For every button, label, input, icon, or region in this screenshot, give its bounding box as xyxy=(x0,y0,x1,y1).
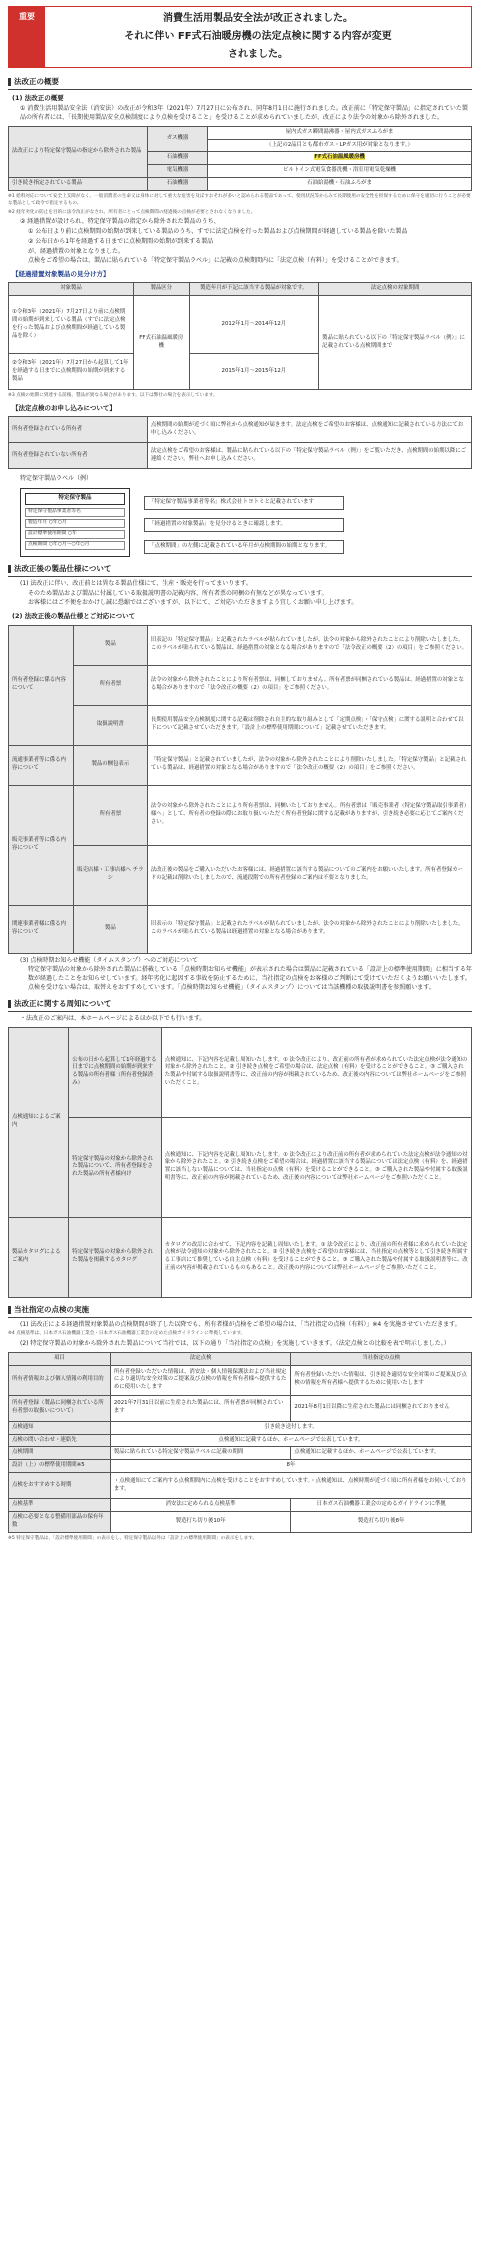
paragraph: お客様にはご不便をおかけし誠に恐縮ではございますが、以下にて、ご対応いただきますよう宜しくお願い申し上げます。 xyxy=(28,599,358,607)
footnote: ※4 点検基準は、日本ガス石油機器工業会・日本ガス石油機器工業会の定めた点検ガイドラインに準拠しています。 xyxy=(8,1331,246,1337)
paragraph: (2) 特定保守製品の対象から除外された製品について当社では、以下の通り「当社指定の点検」を実施していきます。（法定点検との比較を表で明示しました。） xyxy=(20,1340,450,1348)
subsection-title: 【法定点検のお申し込みについて】 xyxy=(12,404,116,413)
paragraph: ② 公布日から1年を経過する日までに点検期間の始期が到来する製品 xyxy=(28,237,214,245)
subsection-title: (1) 法改正の概要 xyxy=(12,93,64,102)
table-row: 所有者登録されていない所有者 法定点検をご希望のお客様は、製品に貼られている以下の「特定保守製品ラベル（例）」をご覧いただき、点検期間の始期以降にご連絡ください。弊社へお申し込みください。 xyxy=(9,443,472,469)
spec-changes-table xyxy=(8,625,472,954)
table-row: 法改正により特定保守製品の指定から除外された製品 ガス機器 屋内式ガス瞬間湯沸器・屋内式ガスふろがま xyxy=(9,126,472,139)
table-row: 点検をおすすめする時期 ・点検通知にてご案内する点検期間内に点検を受けることをおすすめしています。・点検通知は、点検時期が近づく頃に所有者様をお伺いしております。 xyxy=(9,1473,472,1499)
footnote: ※1 給料対応について安全上支障がなく、一般消費者の生命又は身体に対して重大な危害を及ぼすおそれが多いと認められる製品であって、使用状況等からみて長期使用の安全性を担保するために保守を適切に行うことが必要な製品として政令で指定するもの。 xyxy=(8,193,471,206)
paragraph: (1) 法改正による経過措置対象製品の点検期間が終了した以降でも、所有者様が点検をご希望の場合は、「当社指定の点検（有料）」※4 を実施させていただきます。 xyxy=(20,1320,461,1328)
excluded-products-table xyxy=(8,126,472,191)
paragraph: ・法改正のご案内は、本ホームページによるほか以下でも行います。 xyxy=(20,1015,206,1023)
notice-header xyxy=(8,6,472,68)
table-row: 販売事業者等に係る内容について 所有者票 法令の対象から除外されたことにより所有者票は、同梱いたしておりません。所有者票は「販売事業者（特定保守製品取引事業者）様へ」として、所有者の登録の際にお取り扱いいただく所有者登録に関する記載がありますが、引き続き必要に応じてご案内ください。 xyxy=(9,785,472,845)
notice-title: 消費生活用製品安全法が改正されました。 それに伴い FF式石油暖房機の法定点検に関する内容が変更 されました。 xyxy=(124,13,392,60)
table-row: 所有者登録（製品に同梱されている所有者票の取扱いについて） 2021年7月31日以前に生産された製品には、所有者票が同梱されています 2021年8月1日以降に生産された製品には同梱されておりません xyxy=(9,1395,472,1421)
product-label-image: 特定保守製品 特定保守製品事業者等名 製造年月 ○年○月 設計標準使用期間 ○年 点検期間 ○年○月〜○年○月 xyxy=(20,488,130,557)
notice-methods-table xyxy=(8,1027,472,1298)
table-row: 点検通知 引き続き送付します。 xyxy=(9,1421,472,1434)
table-row: 点検基準 消安法に定められる点検基準 日本ガス石油機器工業会の定めるガイドラインに準拠 xyxy=(9,1499,472,1512)
table-row: ②令和3年（2021年）7月27日から起算して1年を経過する日までに点検期間の始期が到来する製品 2015年1月〜2015年12月 xyxy=(9,354,472,390)
section-notice-heading: 法改正に関する周知について xyxy=(8,998,472,1012)
subsection-title: 【経過措置対象製品の見分け方】 xyxy=(12,269,110,278)
label-caption: 特定保守製品ラベル（例） xyxy=(20,475,93,483)
transitional-products-table xyxy=(8,282,472,390)
table-row: 点検の問い合わせ・連絡先 点検通知に記載するほか、ホームページで公表しています。 xyxy=(9,1434,472,1447)
callout: 「経過措置の対象製品」を見分けるときに確認します。 xyxy=(144,518,344,532)
highlighted-product: FF式石油温風暖房機 xyxy=(314,154,365,161)
table-row: 流通事業者等に係る内容について 製品の梱包表示 「特定保守製品」と記載されていましたが、法令の対象から除外されたことにより削除いたしました。「特定保守製品」と記載されている製品は、経過措置の対象となる場合がありますので「法令改正の概要（2）の項目」をご参照ください。 xyxy=(9,745,472,785)
table-row: 取扱説明書 長期使用製品安全点検制度に関する記載は削除され自主的な取り組みとして「定期点検」・「保守点検」に関する説明と合わせて以下について記載させていただきます。「設計上の標準使用期間について」記載させていただきます。 xyxy=(9,705,472,745)
inspection-comparison-table xyxy=(8,1352,472,1533)
footnote: ※3 点検の始期に到達する前後、製品が異なる場合があります。以下は弊社の場合を表示しています。 xyxy=(8,393,218,399)
table-row: （上記の2品目とも都市ガス・LPガス用が対象となります。） xyxy=(9,139,472,152)
paragraph: ① 公布日より前に点検期間の始期が到来している製品のうち、すでに法定点検を行った製品および点検期間が経過している製品を除いた製品 xyxy=(28,228,408,236)
table-row: 点検通知によるご案内 公布の日から起算して1年経過する日までに点検期間の始期が到来する製品の所有者様（所有者登録済み） 点検通知に、下記内容を記載し周知いたします。① 法令改正により、改正前の所有者が求められていた法定点検が法令通知の対象から除外されたこと。② 引き続き点検をご希望の場合は、法定点検（有料）を受けることができること。③ ご購入された製品や付属する取扱説明書等に、改正前の内容が掲載されているため、改正後の内容については弊社ホームページをご参照いただくこと。 xyxy=(9,1027,472,1117)
table-row: 販売店様・工事店様へ チラシ 法改正後の製品をご購入いただいたお客様には、経過措置に該当する製品についてのご案内をお願いいたします。所有者登録カードの記載は削除いたしましたので、流通段階での所有者登録のご案内は不要となりました。 xyxy=(9,845,472,905)
section-inspection-heading: 当社指定の点検の実施 xyxy=(8,1304,472,1318)
callout: 「特定保守製品事業者等名」株式会社トヨトミと記載されています xyxy=(144,496,344,510)
paragraph: ① 消費生活用製品安全法（消安法）の改正が令和3年（2021年）7月27日に公布され、同年8月1日に施行されました。改正前に「特定保守製品」に指定されていた製品の所有者には、「長期使用製品安全点検制度により点検を受けること」を受けることが求められていましたが、改正により法令の対象から除外されました。 xyxy=(20,105,468,121)
table-row: 引き続き指定されている製品 石油機器 石油給湯機・石油ふろがま xyxy=(9,177,472,190)
paragraph: (1) 法改正に伴い、改正前とは異なる製品仕様にて、生産・販売を行ってまいります。 xyxy=(20,580,252,588)
table-row: 所有者登録されている所有者 点検期間の始期が近づく頃に弊社から点検通知が届きます。法定点検をご希望のお客様は、点検通知に記載されている方法にてお申し込みください。 xyxy=(9,417,472,443)
table-header-row: 項目 法定点検 当社指定の点検 xyxy=(9,1352,472,1365)
section-specs-heading: 法改正後の製品仕様について xyxy=(8,563,472,577)
table-header-row: 対象製品 製品区分 製造年月が下記に該当する製品が対象です。 法定点検の対象期間 xyxy=(9,283,472,296)
important-badge: 重要 xyxy=(9,7,45,67)
paragraph: 特定保守製品の対象から除外された製品に搭載している「点検時期お知らせ機能」が表示された場合は製品に記載されている「設計上の標準使用期間」に相当する年数が経過したことをお知らせしています。経年劣化に起因する事故を防止するために、当社指定の点検をお客様のご判断にて受けていただくようお願いいたします。点検を受けない場合は、取替えをおすすめしています。「点検時期お知らせ機能」（タイムスタンプ）については当該機種の取扱説明書を参照願います。 xyxy=(28,966,472,991)
paragraph: そのため製品および製品に付属している取扱説明書の記載内容、所有者票の同梱の有無などが異なっています。 xyxy=(28,589,328,597)
label-callouts xyxy=(144,488,344,557)
table-row: 電気機器 ビルトイン式電気食器洗機・浴室用電気乾燥機 xyxy=(9,165,472,178)
paragraph: が、経過措置の対象となりました。 xyxy=(28,247,125,255)
paragraph: 点検をご希望の場合は、製品に貼られている「特定保守製品ラベル」に記載の点検期間内に「法定点検（有料）」を受けることができます。 xyxy=(28,257,403,265)
callout: 「点検期間」の左側に記載されている年月が点検期間の始期となります。 xyxy=(144,540,344,554)
subsection-title: (2) 法改正後の製品仕様とご対応について xyxy=(12,612,136,621)
table-row: 設計（上）の標準使用期間※5 8年 xyxy=(9,1460,472,1473)
table-row: 所有者票 法令の対象から除外されたことにより所有者票は、同梱しておりません。所有者票が同梱されている製品は、経過措置の対象となる場合がありますので「法令改正の概要（2）の項目」をご参照ください。 xyxy=(9,665,472,705)
table-row: 所有者登録に係る内容について 製品 旧表記の「特定保守製品」と記載されたラベルが貼られていましたが、法令の対象から除外されたことにより削除いたしました。このラベルが貼られている製品は、経過措置の対象となる場合がありますので「法令改正の概要（2）の項目」をご参照ください。 xyxy=(9,625,472,665)
application-table xyxy=(8,416,472,469)
table-row: ①令和3年（2021年）7月27日より前に点検期間の始期が到来している製品（すでに法定点検を行った製品および点検期間が経過している製品を除く） FF式石油温風暖房機 2012年1月〜2014年12月 製品に貼られている以下の「特定保守製品ラベル（例）」に記載されている点検期間まで xyxy=(9,296,472,354)
table-row: 関連事業者様に係る内容について 製品 旧表示の「特定保守製品」と記載されたラベルが貼られていましたが、法令の対象から除外されたことにより削除いたしました。このラベルが貼られている製品は経過措置の対象となる場合があります。 xyxy=(9,905,472,953)
table-row: 特定保守製品の対象から除外された製品について、所有者登録をされた製品の所有者様向け 点検通知に、下記内容を記載し周知いたします。① 法令改正により改正前の所有者が求められていた法定点検が法令通知の対象から除外されたこと。② 引き続き点検をご希望の場合は、経過措置に該当する製品については法定点検（有料）を、経過措置に該当しない製品については、当社指定の点検（有料）を受けることができること。③ ご購入された製品や付属する取扱説明書等に、改正前の内容が掲載されているため、改正後の内容については弊社ホームページをご参照いただくこと。 xyxy=(9,1117,472,1217)
table-row: 製品カタログによるご案内 特定保守製品の対象から除外された製品を掲載するカタログ カタログの改訂に合わせて、下記内容を記載し周知いたします。① 法令改正により、改正前の所有者様に求められていた法定点検が法令通知の対象から除外されたこと。② 引き続き点検をご希望のお客様には、当社指定の点検等として引き続き所属する工事店にて推奨している自主点検（有料）を受けることができること。③ ご購入された製品や付属する取扱説明書等に、改正前の内容が掲載されているものもあること。改正後の内容については弊社ホームページをご参照いただくこと。 xyxy=(9,1217,472,1297)
footnote: ※2 経年劣化の防止を目的に法令改正がなされ、所有者にとって点検期間の経過後の点検が必要とされなくなりました。 xyxy=(8,209,256,215)
section-overview-heading: 法改正の概要 xyxy=(8,76,472,90)
table-row: 点検に必要となる整備用部品の保有年数 製造打ち切り後10年 製造打ち切り後8年 xyxy=(9,1511,472,1532)
table-row: 所有者情報および個人情報の利用目的 所有者登録いただいた情報は、消安法・個人情報保護法および当社規定により適切な安全対策のご提案及び点検の情報を所有者様へ提供するために使用いたします 所有者登録いただいた情報は、引き続き適切な安全対策のご提案及び点検の情報を所有者様へ提供するために使用いたします xyxy=(9,1365,472,1395)
paragraph: ② 経過措置が設けられ、特定保守製品の指定から除外された製品のうち、 xyxy=(20,218,220,226)
label-example xyxy=(20,488,472,557)
paragraph: (3) 点検時期お知らせ機能（タイムスタンプ）へのご対応について xyxy=(20,956,199,964)
table-row: 石油機器 FF式石油温風暖房機 xyxy=(9,152,472,165)
footnote: ※5 特定保守製品は、「設計標準使用期間」の表示をし、特定保守製品以外は「設計上の標準使用期間」の表示をします。 xyxy=(8,1535,258,1541)
table-row: 点検期間 製品に貼られている特定保守製品ラベルに記載の期間 点検通知に記載するほか、ホームページで公表しています。 xyxy=(9,1447,472,1460)
